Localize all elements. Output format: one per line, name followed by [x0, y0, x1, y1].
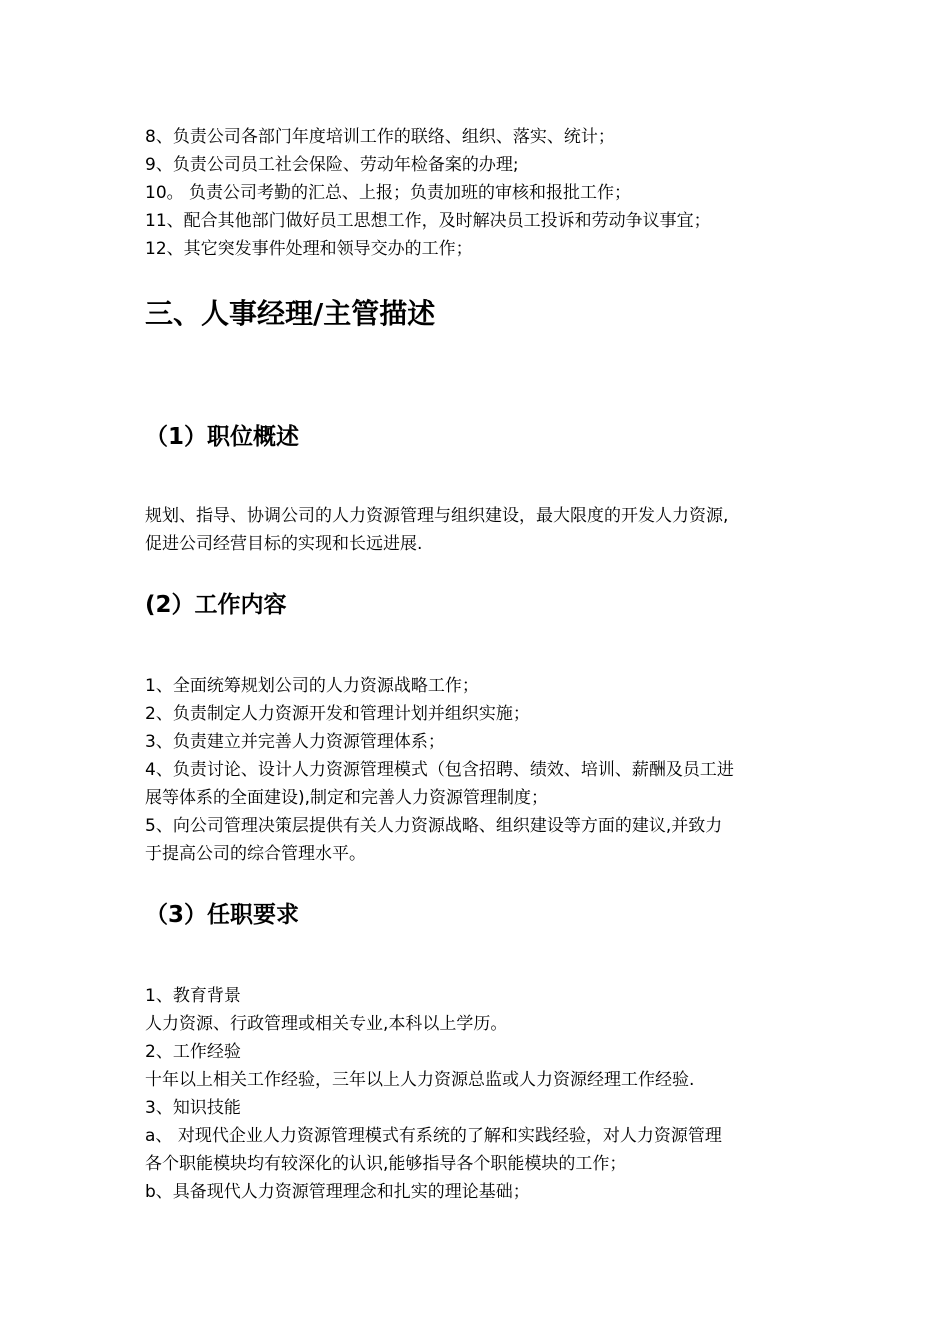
top-duty-list	[145, 123, 825, 263]
list-item: 十年以上相关工作经验，三年以上人力资源总监或人力资源经理工作经验.	[145, 1070, 695, 1090]
list-item: 3、知识技能	[145, 1098, 241, 1118]
list-item: 3、负责建立并完善人力资源管理体系；	[145, 732, 445, 752]
list-item: 12、其它突发事件处理和领导交办的工作；	[145, 239, 473, 259]
list-item: 2、负责制定人力资源开发和管理计划并组织实施；	[145, 704, 530, 724]
overview-text	[145, 502, 825, 558]
list-item: 于提高公司的综合管理水平。	[145, 844, 366, 864]
requirements-heading: （3）任职要求	[145, 902, 300, 928]
duties-list	[145, 672, 825, 868]
list-item: 8、负责公司各部门年度培训工作的联络、组织、落实、统计；	[145, 127, 615, 147]
list-item: 11、配合其他部门做好员工思想工作，及时解决员工投诉和劳动争议事宜；	[145, 211, 711, 231]
paragraph-line: 促进公司经营目标的实现和长远进展.	[145, 534, 423, 554]
list-item: 人力资源、行政管理或相关专业,本科以上学历。	[145, 1014, 508, 1034]
list-item: b、具备现代人力资源管理理念和扎实的理论基础；	[145, 1182, 530, 1202]
list-item: a、 对现代企业人力资源管理模式有系统的了解和实践经验，对人力资源管理	[145, 1126, 722, 1146]
section-title: 三、人事经理/主管描述	[145, 297, 436, 330]
list-item: 4、负责讨论、设计人力资源管理模式（包含招聘、绩效、培训、薪酬及员工进	[145, 760, 734, 780]
list-item: 各个职能模块均有较深化的认识,能够指导各个职能模块的工作；	[145, 1154, 627, 1174]
list-item: 展等体系的全面建设),制定和完善人力资源管理制度；	[145, 788, 549, 808]
list-item: 10。 负责公司考勤的汇总、上报；负责加班的审核和报批工作；	[145, 183, 632, 203]
list-item: 2、工作经验	[145, 1042, 241, 1062]
list-item: 1、全面统筹规划公司的人力资源战略工作；	[145, 676, 479, 696]
list-item: 9、负责公司员工社会保险、劳动年检备案的办理;	[145, 155, 519, 175]
duties-heading: (2）工作内容	[145, 592, 287, 618]
paragraph-line: 规划、指导、协调公司的人力资源管理与组织建设，最大限度的开发人力资源,	[145, 506, 729, 526]
list-item: 5、向公司管理决策层提供有关人力资源战略、组织建设等方面的建议,并致力	[145, 816, 723, 836]
requirements-list	[145, 982, 825, 1206]
overview-heading: （1）职位概述	[145, 424, 300, 450]
list-item: 1、教育背景	[145, 986, 241, 1006]
